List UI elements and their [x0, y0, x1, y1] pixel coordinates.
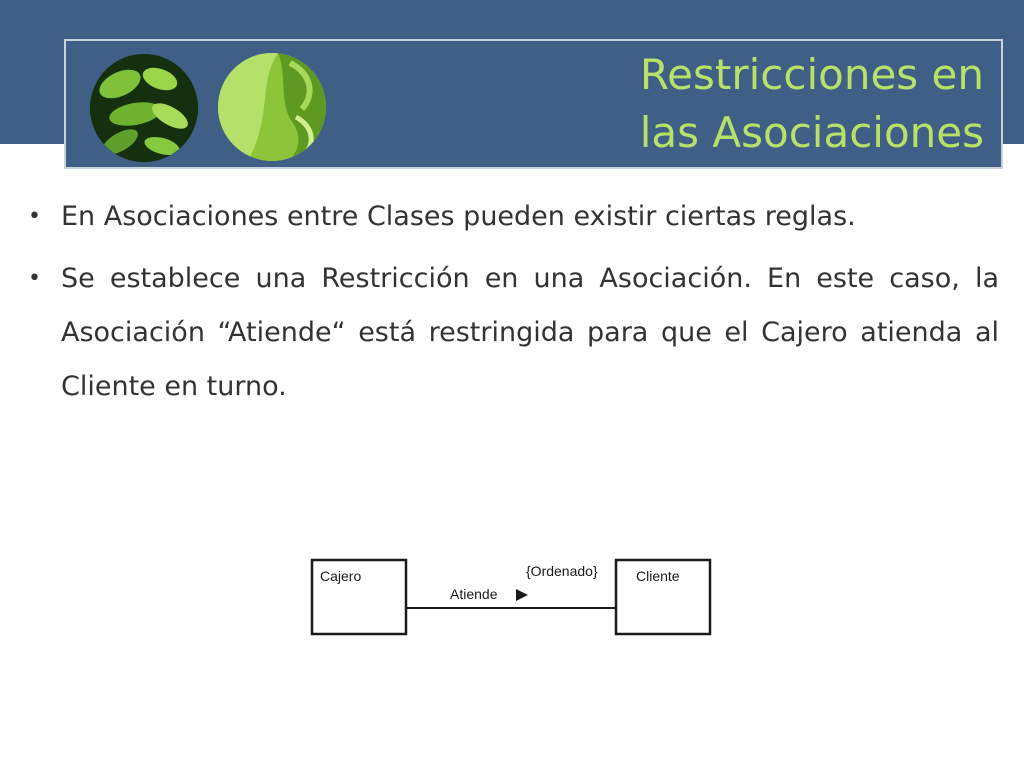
leaf-image-left	[90, 54, 198, 162]
bullet-item	[28, 252, 999, 414]
leaf-left-icon	[90, 54, 198, 162]
leaf-right-icon	[218, 53, 326, 161]
bullet-list	[28, 190, 999, 422]
bullet-item	[28, 190, 999, 244]
bullet-icon: •	[28, 266, 41, 291]
bullet-icon: •	[28, 204, 41, 229]
page-title	[424, 46, 984, 162]
leaf-image-right	[218, 53, 326, 161]
constraint-label: {Ordenado}	[526, 563, 598, 579]
bullet-text: Se establece una Restricción en una Asociación. En este caso, la Asociación “Atiende“ está restringida para que el Cajero atienda al Cliente en turno.	[61, 263, 999, 402]
bullet-text: En Asociaciones entre Clases pueden existir ciertas reglas.	[61, 201, 856, 232]
arrow-right-icon	[516, 589, 528, 601]
association-name: Atiende	[450, 586, 498, 602]
title-line-1: Restricciones en	[639, 50, 984, 99]
title-line-2: las Asociaciones	[639, 108, 984, 157]
uml-association-diagram	[300, 548, 720, 648]
class-name-cajero: Cajero	[320, 568, 362, 584]
class-name-cliente: Cliente	[636, 568, 680, 584]
